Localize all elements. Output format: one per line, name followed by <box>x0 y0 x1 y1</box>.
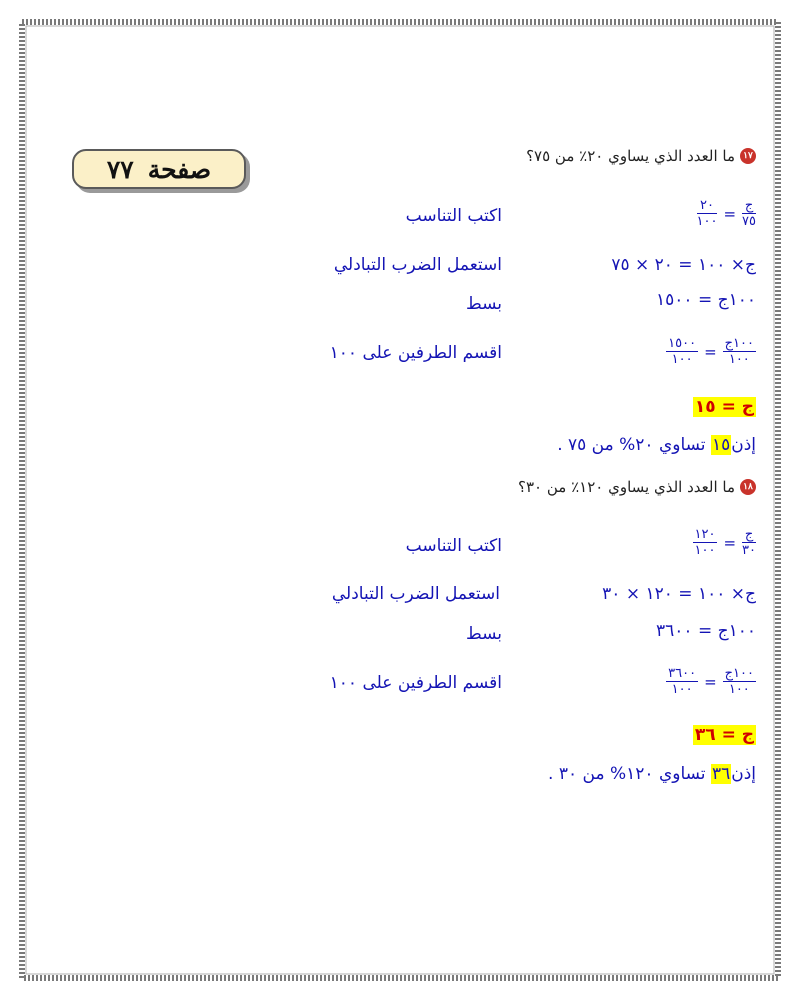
step-note: استعمل الضرب التبادلي <box>333 255 502 275</box>
step-note: استعمل الضرب التبادلي <box>331 584 500 604</box>
question-number-badge: ١٨ <box>740 479 756 495</box>
proportion-step: $\frac{\text{ج}}{٣٠}$ = $\frac{١٢٠}{١٠٠}$ <box>694 527 756 558</box>
step-note: اقسم الطرفين على ١٠٠ <box>329 673 502 693</box>
step-note: اكتب التناسب <box>405 206 502 226</box>
fraction-left: $\frac{\text{ج}}{٧٥}$ <box>742 198 756 229</box>
answer-highlight: ج = ٣٦ <box>694 725 754 745</box>
step-note: بسط <box>465 624 502 644</box>
page-number-badge <box>72 149 246 189</box>
fraction-right: $\frac{٢٠}{١٠٠}$ <box>696 198 718 229</box>
step-note: اقسم الطرفين على ١٠٠ <box>329 343 502 363</box>
conclusion: إذن٣٦ تساوي ١٢٠% من ٣٠ . <box>548 764 756 784</box>
simplify-step: ١٠٠ج = ٣٦٠٠ <box>656 621 756 641</box>
simplify-step: ١٠٠ج = ١٥٠٠ <box>656 290 756 310</box>
page-label: صفحة <box>147 154 212 184</box>
step-note: اكتب التناسب <box>405 536 502 556</box>
conclusion-value: ٣٦ <box>711 764 731 784</box>
conclusion-value: ١٥ <box>711 435 731 455</box>
proportion-step: $\frac{\text{ج}}{٧٥}$ = $\frac{٢٠}{١٠٠}$ <box>696 198 756 229</box>
question-text: ما العدد الذي يساوي ٢٠٪ من ٧٥؟ <box>526 147 735 165</box>
conclusion: إذن١٥ تساوي ٢٠% من ٧٥ . <box>557 435 756 455</box>
answer-highlight: ج = ١٥ <box>694 397 754 417</box>
question-number-badge: ١٧ <box>740 148 756 164</box>
page-number: ٧٧ <box>106 154 134 184</box>
question-18 <box>518 478 756 496</box>
cross-multiply-step: ج× ١٠٠ = ١٢٠ × ٣٠ <box>602 584 756 604</box>
step-note: بسط <box>465 294 502 314</box>
question-17 <box>526 147 756 165</box>
divide-step: $\frac{\text{١٠٠ج}}{١٠٠}$ = $\frac{١٥٠٠}{١٠٠}$ <box>668 336 754 367</box>
cross-multiply-step: ج× ١٠٠ = ٢٠ × ٧٥ <box>611 255 756 275</box>
question-text: ما العدد الذي يساوي ١٢٠٪ من ٣٠؟ <box>518 478 735 496</box>
divide-step: $\frac{\text{١٠٠ج}}{١٠٠}$ = $\frac{٣٦٠٠}{١٠٠}$ <box>668 666 754 697</box>
